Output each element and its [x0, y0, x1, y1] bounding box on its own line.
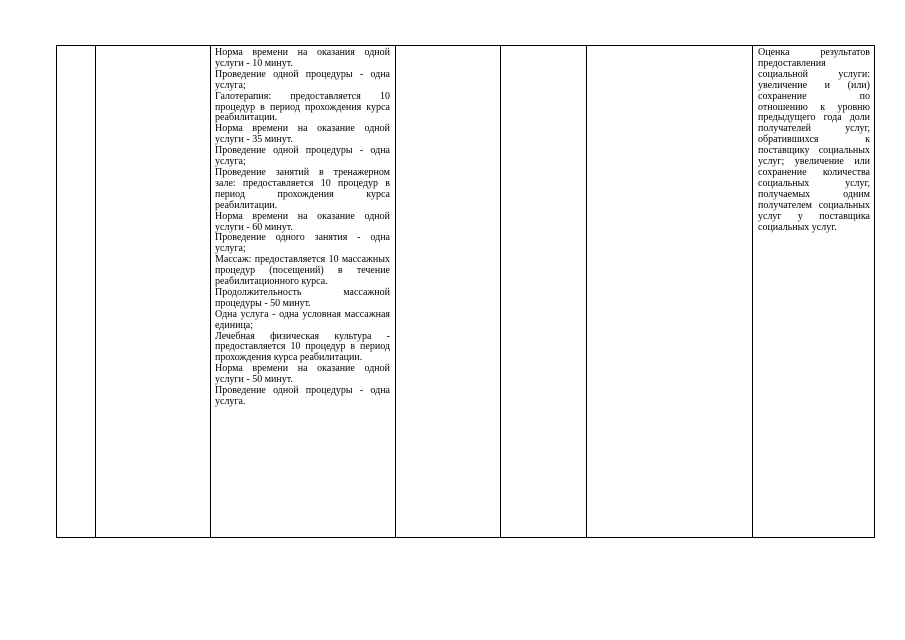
description-paragraph: Продолжительность массажной процедуры - 50 минут. — [215, 286, 390, 309]
description-paragraph: Проведение одного занятия - одна услуга; — [215, 232, 390, 255]
description-paragraph: Лечебная физическая культура - предоставляется 10 процедур в период прохождения курса реабилитации. — [215, 330, 390, 364]
description-paragraph: Норма времени на оказание одной услуги - 50 минут. — [215, 363, 390, 386]
description-paragraph: Галотерапия: предоставляется 10 процедур в период прохождения курса реабилитации. — [215, 90, 390, 124]
table-cell-4 — [396, 46, 501, 538]
description-paragraph: Проведение одной процедуры - одна услуга. — [215, 385, 390, 407]
table-cell-service-description — [211, 46, 396, 538]
description-paragraph: Проведение одной процедуры - одна услуга; — [215, 145, 390, 168]
description-paragraph: Одна услуга - одна условная массажная единица; — [215, 308, 390, 331]
table-cell-6 — [587, 46, 753, 538]
service-description — [211, 46, 395, 408]
table-cell-5 — [501, 46, 587, 538]
description-paragraph: Норма времени на оказание одной услуги - 60 минут. — [215, 210, 390, 233]
description-paragraph: Проведение одной процедуры - одна услуга; — [215, 68, 390, 91]
description-paragraph: Норма времени на оказания одной услуги - 10 минут. — [215, 47, 390, 69]
description-paragraph: Массаж: предоставляется 10 массажных процедур (посещений) в течение реабилитационного курса. — [215, 254, 390, 288]
results-assessment-text: Оценка результатов предоставления социальной услуги: увеличение и (или) сохранение по отношению к уровню предыдущего года доли получателей услуг, обратившихся к поставщику социальных услуг; увеличение или сохранение количества социальных услуг, получаемых одним получателем социальных услуг у поставщика социальных услуг. — [758, 47, 870, 233]
description-paragraph: Норма времени на оказание одной услуги - 35 минут. — [215, 123, 390, 146]
table-row — [57, 46, 875, 538]
services-table — [56, 45, 875, 538]
table-cell-number — [57, 46, 96, 538]
table-cell-results-assessment — [753, 46, 875, 538]
description-paragraph: Проведение занятий в тренажерном зале: предоставляется 10 процедур в период прохождения курса реабилитации. — [215, 166, 390, 211]
table-cell-service-name — [96, 46, 211, 538]
